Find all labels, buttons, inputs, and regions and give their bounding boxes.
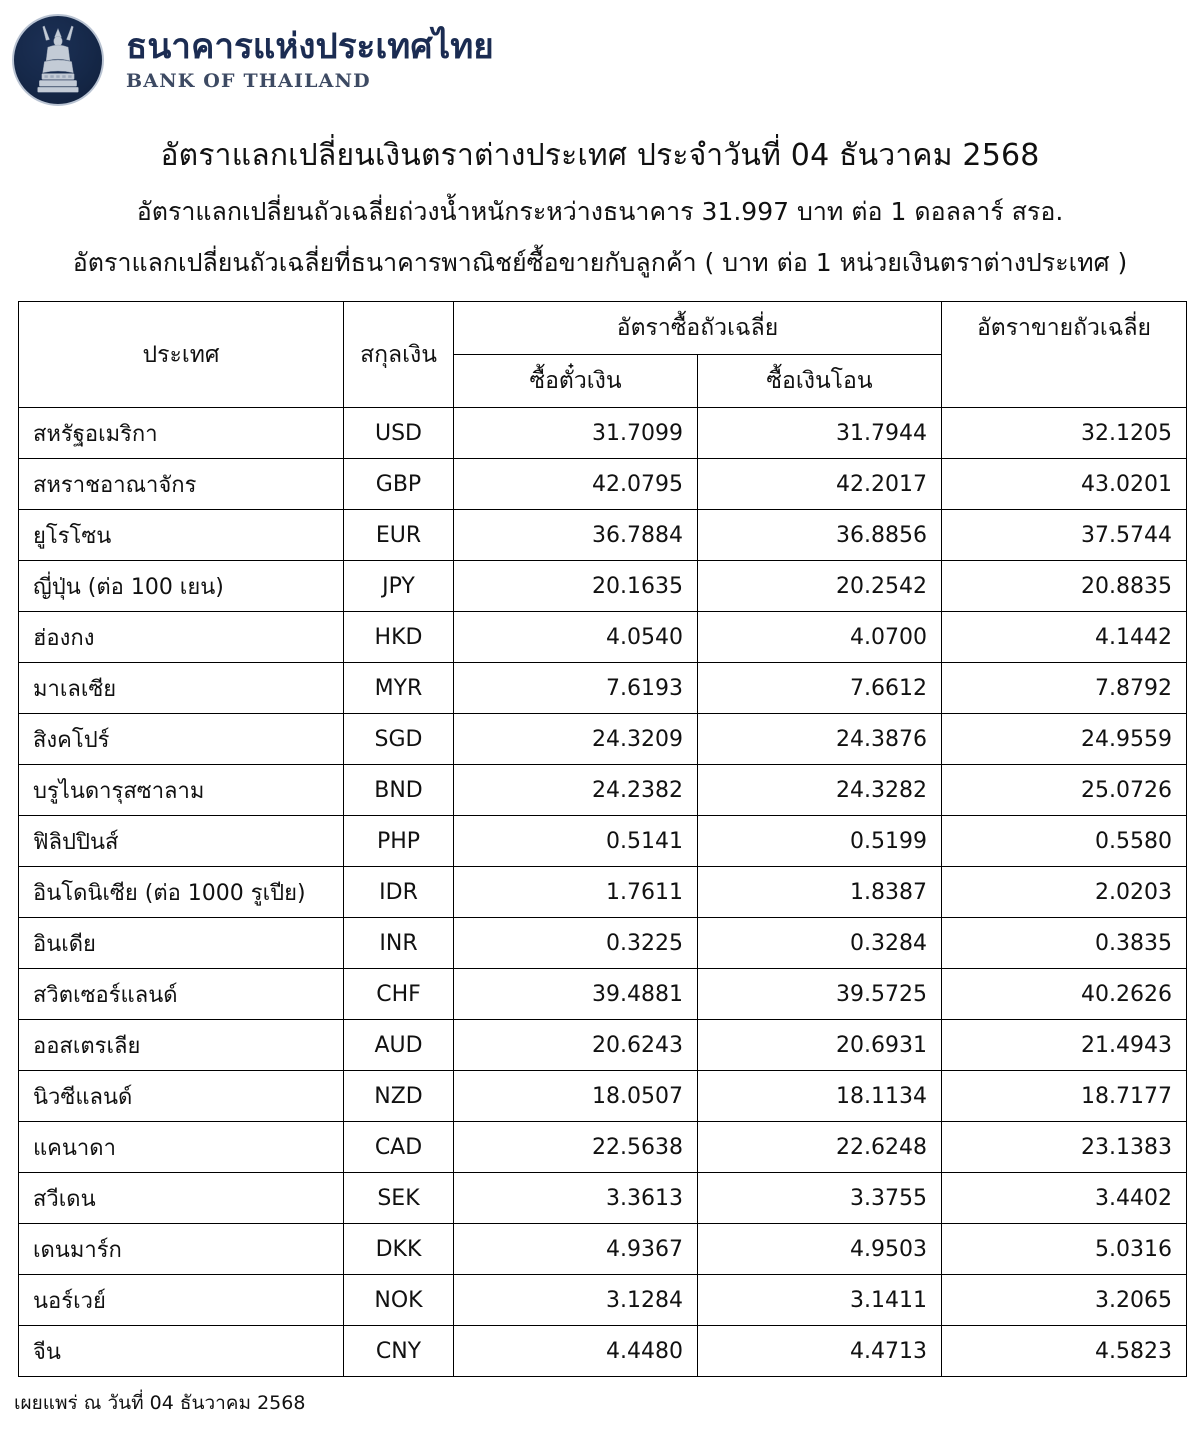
table-row bbox=[19, 765, 1187, 816]
commercial-bank-rate-subtitle: อัตราแลกเปลี่ยนถัวเฉลี่ยที่ธนาคารพาณิชย์ซื้อขายกับลูกค้า ( บาท ต่อ 1 หน่วยเงินตราต่างประเทศ ) bbox=[72, 248, 1128, 277]
cell-buy-sight: 24.3209 bbox=[454, 714, 698, 765]
cell-buy-sight: 0.3225 bbox=[454, 918, 698, 969]
cell-buy-transfer: 36.8856 bbox=[698, 510, 942, 561]
cell-sell: 20.8835 bbox=[942, 561, 1187, 612]
table-row bbox=[19, 969, 1187, 1020]
cell-country: จีน bbox=[19, 1326, 344, 1377]
cell-buy-transfer: 20.2542 bbox=[698, 561, 942, 612]
cell-currency-code: CAD bbox=[344, 1122, 454, 1173]
cell-sell: 32.1205 bbox=[942, 408, 1187, 459]
cell-buy-transfer: 4.0700 bbox=[698, 612, 942, 663]
exchange-rate-table-container bbox=[18, 301, 1186, 1377]
page-titles bbox=[0, 110, 1200, 283]
cell-buy-sight: 24.2382 bbox=[454, 765, 698, 816]
table-row bbox=[19, 663, 1187, 714]
cell-sell: 0.3835 bbox=[942, 918, 1187, 969]
table-row bbox=[19, 1071, 1187, 1122]
cell-buy-transfer: 31.7944 bbox=[698, 408, 942, 459]
column-header-country: ประเทศ bbox=[19, 302, 344, 408]
cell-currency-code: DKK bbox=[344, 1224, 454, 1275]
cell-currency-code: HKD bbox=[344, 612, 454, 663]
cell-country: นอร์เวย์ bbox=[19, 1275, 344, 1326]
brand-name-thai: ธนาคารแห่งประเทศไทย bbox=[126, 26, 494, 67]
cell-sell: 2.0203 bbox=[942, 867, 1187, 918]
published-date-note: เผยแพร่ ณ วันที่ 04 ธันวาคม 2568 bbox=[14, 1392, 306, 1414]
column-header-buy-group: อัตราซื้อถัวเฉลี่ย bbox=[454, 302, 942, 355]
cell-buy-transfer: 0.3284 bbox=[698, 918, 942, 969]
cell-country: บรูไนดารุสซาลาม bbox=[19, 765, 344, 816]
table-row bbox=[19, 1173, 1187, 1224]
cell-buy-sight: 4.0540 bbox=[454, 612, 698, 663]
cell-sell: 18.7177 bbox=[942, 1071, 1187, 1122]
cell-buy-sight: 20.1635 bbox=[454, 561, 698, 612]
cell-buy-sight: 0.5141 bbox=[454, 816, 698, 867]
cell-sell: 37.5744 bbox=[942, 510, 1187, 561]
cell-country: ยูโรโซน bbox=[19, 510, 344, 561]
column-header-buy-transfer: ซื้อเงินโอน bbox=[698, 355, 942, 408]
cell-buy-transfer: 3.3755 bbox=[698, 1173, 942, 1224]
cell-buy-sight: 3.1284 bbox=[454, 1275, 698, 1326]
cell-currency-code: PHP bbox=[344, 816, 454, 867]
cell-currency-code: MYR bbox=[344, 663, 454, 714]
cell-buy-transfer: 4.4713 bbox=[698, 1326, 942, 1377]
table-row bbox=[19, 1122, 1187, 1173]
column-header-sell bbox=[942, 302, 1187, 408]
table-row bbox=[19, 816, 1187, 867]
cell-currency-code: AUD bbox=[344, 1020, 454, 1071]
cell-country: มาเลเซีย bbox=[19, 663, 344, 714]
cell-buy-transfer: 0.5199 bbox=[698, 816, 942, 867]
cell-country: สหรัฐอเมริกา bbox=[19, 408, 344, 459]
cell-buy-sight: 1.7611 bbox=[454, 867, 698, 918]
cell-buy-transfer: 42.2017 bbox=[698, 459, 942, 510]
page-title: อัตราแลกเปลี่ยนเงินตราต่างประเทศ ประจำวันที่ 04 ธันวาคม 2568 bbox=[160, 138, 1040, 173]
cell-buy-sight: 31.7099 bbox=[454, 408, 698, 459]
table-body bbox=[19, 408, 1187, 1377]
cell-sell: 23.1383 bbox=[942, 1122, 1187, 1173]
cell-sell: 5.0316 bbox=[942, 1224, 1187, 1275]
cell-country: ญี่ปุ่น (ต่อ 100 เยน) bbox=[19, 561, 344, 612]
cell-buy-transfer: 24.3282 bbox=[698, 765, 942, 816]
column-header-buy-sight: ซื้อตั๋วเงิน bbox=[454, 355, 698, 408]
column-header-sell-label: อัตราขายถัวเฉลี่ย bbox=[976, 314, 1152, 341]
cell-buy-transfer: 3.1411 bbox=[698, 1275, 942, 1326]
cell-country: สหราชอาณาจักร bbox=[19, 459, 344, 510]
cell-currency-code: CNY bbox=[344, 1326, 454, 1377]
table-header-row-1 bbox=[19, 302, 1187, 355]
cell-country: สวีเดน bbox=[19, 1173, 344, 1224]
cell-currency-code: IDR bbox=[344, 867, 454, 918]
cell-sell: 7.8792 bbox=[942, 663, 1187, 714]
cell-currency-code: CHF bbox=[344, 969, 454, 1020]
cell-country: ออสเตรเลีย bbox=[19, 1020, 344, 1071]
cell-currency-code: NOK bbox=[344, 1275, 454, 1326]
cell-buy-sight: 7.6193 bbox=[454, 663, 698, 714]
table-row bbox=[19, 1020, 1187, 1071]
bank-of-thailand-seal-icon bbox=[12, 14, 104, 106]
table-row bbox=[19, 867, 1187, 918]
brand-name-english: BANK OF THAILAND bbox=[126, 69, 371, 92]
exchange-rate-table bbox=[18, 301, 1187, 1377]
cell-currency-code: SGD bbox=[344, 714, 454, 765]
cell-country: เดนมาร์ก bbox=[19, 1224, 344, 1275]
table-row bbox=[19, 612, 1187, 663]
cell-sell: 0.5580 bbox=[942, 816, 1187, 867]
cell-buy-sight: 39.4881 bbox=[454, 969, 698, 1020]
cell-country: ฮ่องกง bbox=[19, 612, 344, 663]
table-row bbox=[19, 1224, 1187, 1275]
cell-buy-transfer: 39.5725 bbox=[698, 969, 942, 1020]
cell-buy-sight: 22.5638 bbox=[454, 1122, 698, 1173]
cell-buy-transfer: 18.1134 bbox=[698, 1071, 942, 1122]
column-header-currency: สกุลเงิน bbox=[344, 302, 454, 408]
cell-country: อินเดีย bbox=[19, 918, 344, 969]
cell-sell: 3.4402 bbox=[942, 1173, 1187, 1224]
cell-currency-code: SEK bbox=[344, 1173, 454, 1224]
cell-buy-sight: 36.7884 bbox=[454, 510, 698, 561]
cell-sell: 24.9559 bbox=[942, 714, 1187, 765]
table-row bbox=[19, 408, 1187, 459]
cell-currency-code: INR bbox=[344, 918, 454, 969]
cell-buy-transfer: 4.9503 bbox=[698, 1224, 942, 1275]
cell-sell: 25.0726 bbox=[942, 765, 1187, 816]
cell-buy-sight: 20.6243 bbox=[454, 1020, 698, 1071]
cell-sell: 3.2065 bbox=[942, 1275, 1187, 1326]
cell-buy-transfer: 7.6612 bbox=[698, 663, 942, 714]
table-header bbox=[19, 302, 1187, 408]
cell-sell: 4.5823 bbox=[942, 1326, 1187, 1377]
cell-currency-code: GBP bbox=[344, 459, 454, 510]
cell-country: นิวซีแลนด์ bbox=[19, 1071, 344, 1122]
cell-currency-code: EUR bbox=[344, 510, 454, 561]
cell-currency-code: USD bbox=[344, 408, 454, 459]
cell-sell: 43.0201 bbox=[942, 459, 1187, 510]
cell-country: อินโดนิเซีย (ต่อ 1000 รูเปีย) bbox=[19, 867, 344, 918]
table-row bbox=[19, 714, 1187, 765]
table-row bbox=[19, 510, 1187, 561]
table-row bbox=[19, 561, 1187, 612]
table-row bbox=[19, 1275, 1187, 1326]
cell-buy-transfer: 22.6248 bbox=[698, 1122, 942, 1173]
table-row bbox=[19, 918, 1187, 969]
interbank-rate-subtitle: อัตราแลกเปลี่ยนถัวเฉลี่ยถ่วงน้ำหนักระหว่างธนาคาร 31.997 บาท ต่อ 1 ดอลลาร์ สรอ. bbox=[136, 197, 1064, 226]
cell-currency-code: NZD bbox=[344, 1071, 454, 1122]
cell-buy-transfer: 1.8387 bbox=[698, 867, 942, 918]
cell-country: สวิตเซอร์แลนด์ bbox=[19, 969, 344, 1020]
cell-buy-sight: 18.0507 bbox=[454, 1071, 698, 1122]
table-row bbox=[19, 1326, 1187, 1377]
cell-buy-transfer: 24.3876 bbox=[698, 714, 942, 765]
cell-sell: 40.2626 bbox=[942, 969, 1187, 1020]
cell-buy-sight: 4.9367 bbox=[454, 1224, 698, 1275]
cell-buy-sight: 42.0795 bbox=[454, 459, 698, 510]
cell-country: ฟิลิปปินส์ bbox=[19, 816, 344, 867]
cell-sell: 4.1442 bbox=[942, 612, 1187, 663]
cell-buy-sight: 3.3613 bbox=[454, 1173, 698, 1224]
cell-country: สิงคโปร์ bbox=[19, 714, 344, 765]
cell-currency-code: JPY bbox=[344, 561, 454, 612]
cell-sell: 21.4943 bbox=[942, 1020, 1187, 1071]
table-row bbox=[19, 459, 1187, 510]
cell-country: แคนาดา bbox=[19, 1122, 344, 1173]
cell-buy-sight: 4.4480 bbox=[454, 1326, 698, 1377]
cell-buy-transfer: 20.6931 bbox=[698, 1020, 942, 1071]
cell-currency-code: BND bbox=[344, 765, 454, 816]
brand-header bbox=[0, 0, 1200, 110]
brand-text bbox=[126, 26, 494, 92]
